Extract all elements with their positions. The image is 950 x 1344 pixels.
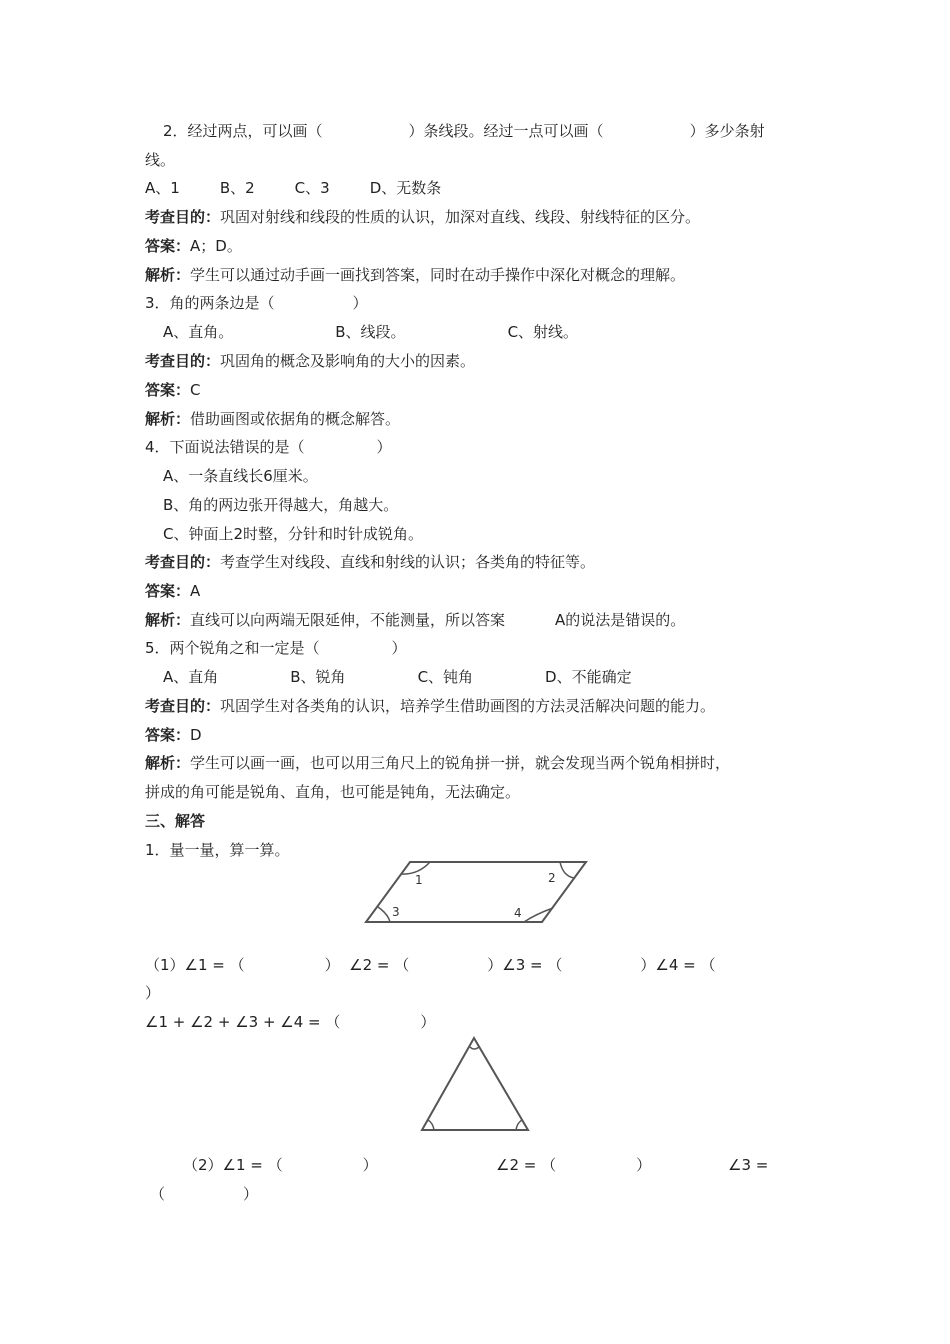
part1-measure-line: （1）∠1 = （ ） ∠2 = （ ）∠3 = （ ）∠4 = （	[145, 956, 716, 974]
q3-answer: 答案：C	[145, 381, 201, 399]
part2-angle3-cont: （ ）	[150, 1185, 259, 1203]
q2-stem-cont: 线。	[145, 151, 176, 169]
triangle-shape	[422, 1038, 528, 1130]
triangle-angle-arc-top	[470, 1047, 479, 1049]
q4-option-c: C、钟面上2时整，分针和时针成锐角。	[163, 525, 424, 543]
triangle-angle-arc-left	[428, 1120, 434, 1130]
q4-option-b: B、角的两边张开得越大，角越大。	[163, 496, 399, 514]
part1-measure-line-cont: ）	[145, 984, 161, 1002]
angle-arc-2	[560, 862, 574, 878]
q3-purpose: 考查目的：巩固角的概念及影响角的大小的因素。	[145, 352, 476, 370]
q4-option-a: A、一条直线长6厘米。	[163, 467, 318, 485]
part2-angle3: ∠3 =	[728, 1156, 769, 1174]
q4-stem: 4．下面说法错误的是（ ）	[145, 438, 392, 456]
angle-label-1: 1	[415, 873, 423, 887]
q5-analysis: 解析：学生可以画一画，也可以用三角尺上的锐角拼一拼，就会发现当两个锐角相拼时，	[145, 754, 731, 772]
triangle-angle-arc-right	[516, 1120, 522, 1130]
parallelogram-figure	[360, 858, 592, 928]
q2-stem: 2．经过两点，可以画（ ）条线段。经过一点可以画（ ）多少条射	[163, 122, 765, 140]
part2-angle2: ∠2 = （ ）	[496, 1156, 652, 1174]
part1-sum-line: ∠1 + ∠2 + ∠3 + ∠4 = （ ）	[145, 1013, 436, 1031]
angle-arc-4	[524, 908, 553, 922]
q5-answer: 答案：D	[145, 726, 202, 744]
angle-arc-3	[378, 907, 390, 922]
q2-purpose: 考查目的：巩固对射线和线段的性质的认识，加深对直线、线段、射线特征的区分。	[145, 208, 701, 226]
angle-label-4: 4	[514, 906, 522, 920]
part2-angle1: （2）∠1 = （ ）	[183, 1156, 378, 1174]
q4-analysis: 解析：直线可以向两端无限延伸，不能测量，所以答案 A的说法是错误的。	[145, 611, 686, 629]
section3-heading: 三、解答	[145, 812, 206, 830]
q5-analysis-cont: 拼成的角可能是锐角、直角，也可能是钝角，无法确定。	[145, 783, 521, 801]
q4-answer: 答案：A	[145, 582, 201, 600]
q3-stem: 3．角的两条边是（ ）	[145, 294, 368, 312]
section3-q1-title: 1．量一量，算一算。	[145, 841, 290, 859]
q2-analysis: 解析：学生可以通过动手画一画找到答案，同时在动手操作中深化对概念的理解。	[145, 266, 686, 284]
q5-options: A、直角 B、锐角 C、钝角 D、不能确定	[163, 668, 632, 686]
q5-purpose: 考查目的：巩固学生对各类角的认识，培养学生借助画图的方法灵活解决问题的能力。	[145, 697, 716, 715]
angle-label-3: 3	[392, 905, 400, 919]
q3-analysis: 解析：借助画图或依据角的概念解答。	[145, 410, 401, 428]
q5-stem: 5．两个锐角之和一定是（ ）	[145, 639, 407, 657]
q2-answer: 答案：A；D。	[145, 237, 242, 255]
angle-label-2: 2	[548, 871, 556, 885]
triangle-figure	[418, 1034, 532, 1134]
q4-purpose: 考查目的：考查学生对线段、直线和射线的认识；各类角的特征等。	[145, 553, 596, 571]
q2-options: A、1 B、2 C、3 D、无数条	[145, 179, 442, 197]
q3-options: A、直角。 B、线段。 C、射线。	[163, 323, 579, 341]
